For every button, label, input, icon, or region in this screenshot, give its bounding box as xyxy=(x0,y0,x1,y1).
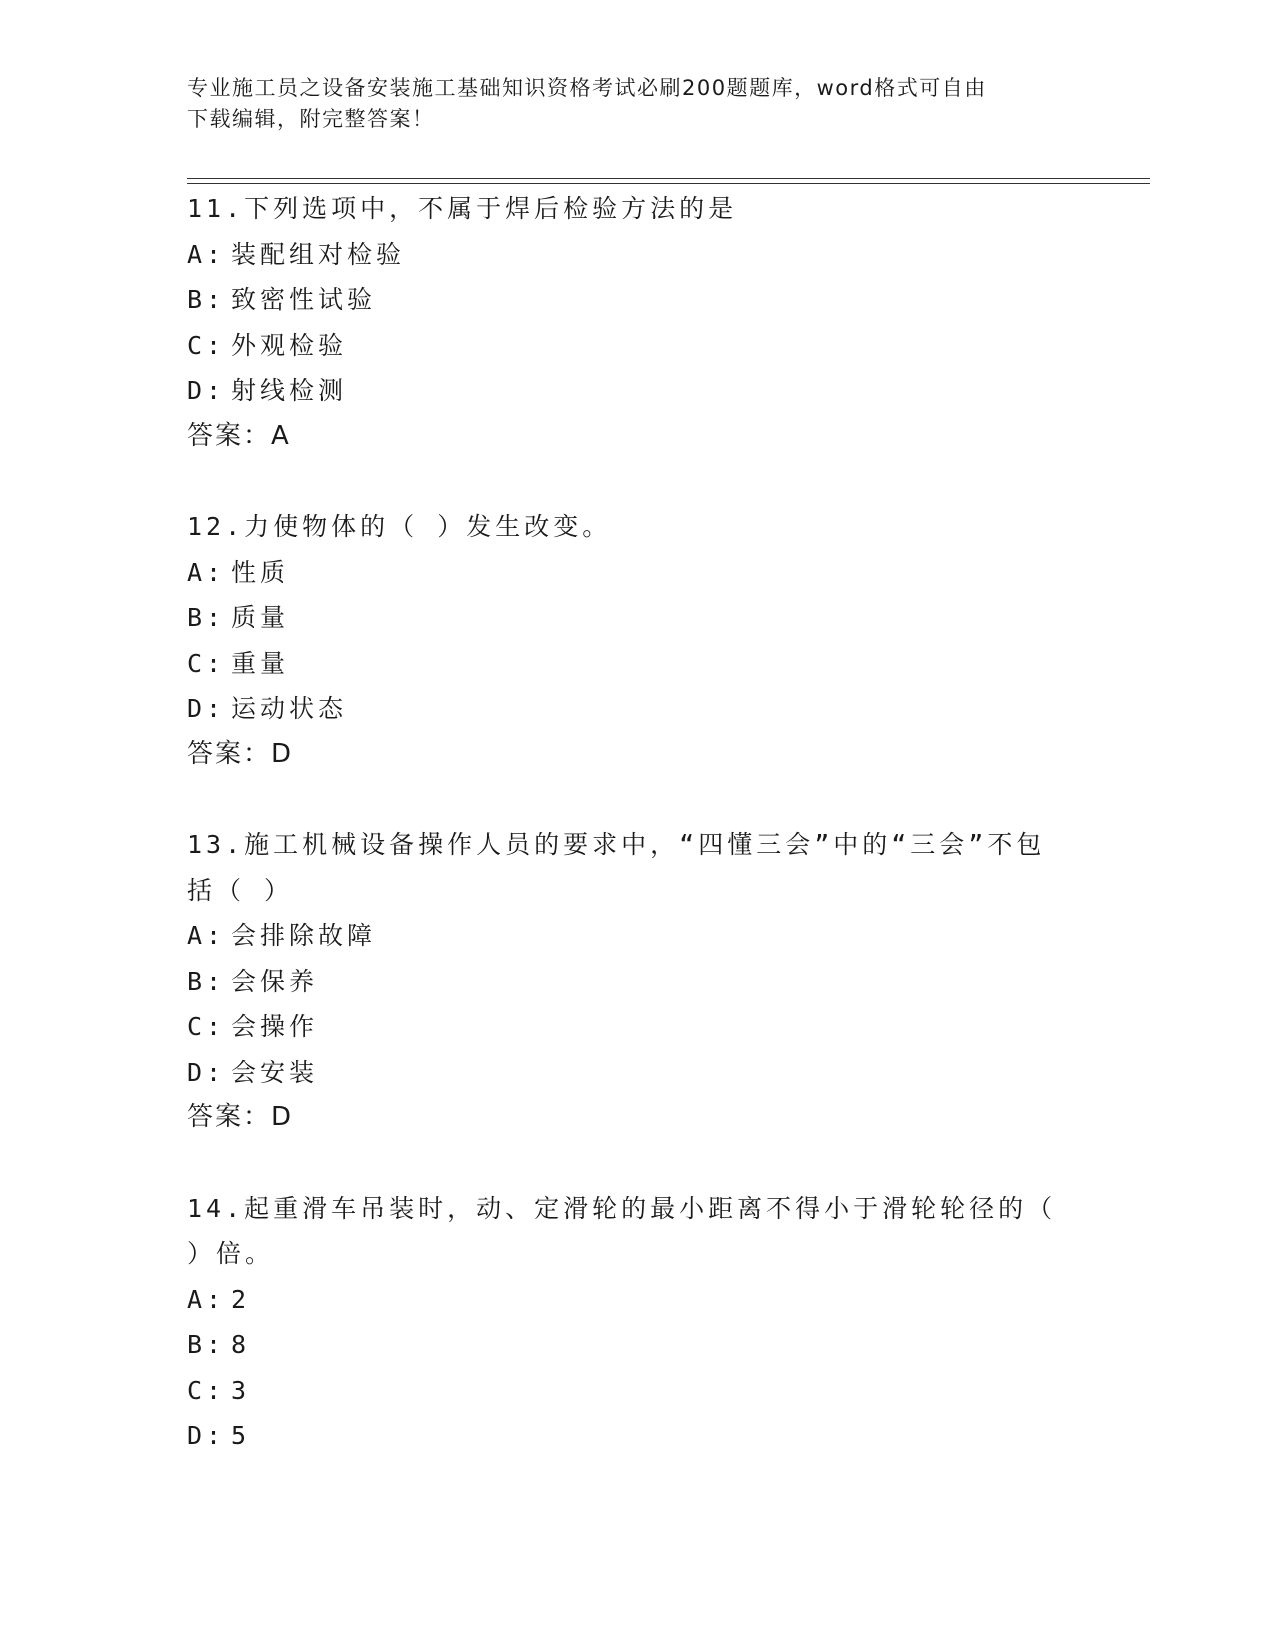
option-letter: B: xyxy=(187,1330,226,1359)
option-text: 致密性试验 xyxy=(231,285,377,314)
option-letter: D: xyxy=(187,694,226,723)
option-b xyxy=(187,959,1087,1005)
option-b xyxy=(187,595,1087,641)
option-d xyxy=(187,368,1087,414)
option-letter: A: xyxy=(187,1284,226,1314)
option-text: 射线检测 xyxy=(231,376,348,405)
header-divider-bottom xyxy=(187,183,1150,184)
option-a xyxy=(187,550,1087,596)
option-b xyxy=(187,277,1087,323)
option-letter: D: xyxy=(187,376,226,405)
option-text: 质量 xyxy=(231,603,290,632)
option-c xyxy=(187,1004,1087,1050)
option-text: 会安装 xyxy=(231,1057,319,1087)
question-stem-continued: ）倍。 xyxy=(187,1239,275,1268)
option-d xyxy=(187,1413,1087,1459)
document-header xyxy=(187,73,1077,135)
question-14 xyxy=(187,1186,1087,1459)
question-stem: 13.施工机械设备操作人员的要求中，“四懂三会”中的“三会”不包 xyxy=(187,830,1046,859)
option-letter: C: xyxy=(187,1012,226,1041)
question-stem: 12.力使物体的（ ）发生改变。 xyxy=(187,512,612,541)
option-text: 会排除故障 xyxy=(231,921,377,950)
option-text: 8 xyxy=(231,1330,251,1359)
option-c xyxy=(187,323,1087,369)
option-text: 2 xyxy=(231,1284,251,1314)
option-letter: B: xyxy=(187,285,226,314)
question-list xyxy=(187,186,1087,1504)
header-title-line-1: 专业施工员之设备安装施工基础知识资格考试必刷200题题库，word格式可自由 xyxy=(187,76,987,100)
option-text: 3 xyxy=(231,1375,251,1405)
option-text: 重量 xyxy=(231,648,290,678)
header-title-line-2: 下载编辑，附完整答案！ xyxy=(187,107,435,131)
question-13 xyxy=(187,822,1087,1141)
option-letter: C: xyxy=(187,330,226,360)
option-text: 外观检验 xyxy=(231,330,348,360)
header-divider-top xyxy=(187,178,1150,179)
question-stem-continued: 括（ ） xyxy=(187,875,294,905)
option-c xyxy=(187,641,1087,687)
option-letter: A: xyxy=(187,557,226,587)
option-text: 会操作 xyxy=(231,1012,319,1041)
option-letter: A: xyxy=(187,239,226,269)
option-letter: B: xyxy=(187,603,226,632)
option-a xyxy=(187,1277,1087,1323)
option-text: 运动状态 xyxy=(231,694,348,723)
option-letter: D: xyxy=(187,1057,226,1087)
option-letter: A: xyxy=(187,921,226,950)
option-text: 会保养 xyxy=(231,966,319,996)
option-letter: D: xyxy=(187,1421,226,1450)
option-a xyxy=(187,232,1087,278)
option-text: 性质 xyxy=(231,557,290,587)
question-stem: 14.起重滑车吊装时，动、定滑轮的最小距离不得小于滑轮轮径的（ xyxy=(187,1193,1057,1223)
option-letter: C: xyxy=(187,1375,226,1405)
option-c xyxy=(187,1368,1087,1414)
question-12 xyxy=(187,504,1087,777)
question-11 xyxy=(187,186,1087,459)
option-text: 5 xyxy=(231,1421,251,1450)
option-b xyxy=(187,1322,1087,1368)
answer-line: 答案：A xyxy=(187,420,291,451)
option-text: 装配组对检验 xyxy=(231,239,406,269)
option-a xyxy=(187,913,1087,959)
answer-line: 答案：D xyxy=(187,738,294,769)
option-letter: B: xyxy=(187,966,226,996)
question-stem: 11.下列选项中，不属于焊后检验方法的是 xyxy=(187,194,738,223)
option-d xyxy=(187,686,1087,732)
answer-line: 答案：D xyxy=(187,1102,294,1132)
option-d xyxy=(187,1050,1087,1096)
option-letter: C: xyxy=(187,648,226,678)
